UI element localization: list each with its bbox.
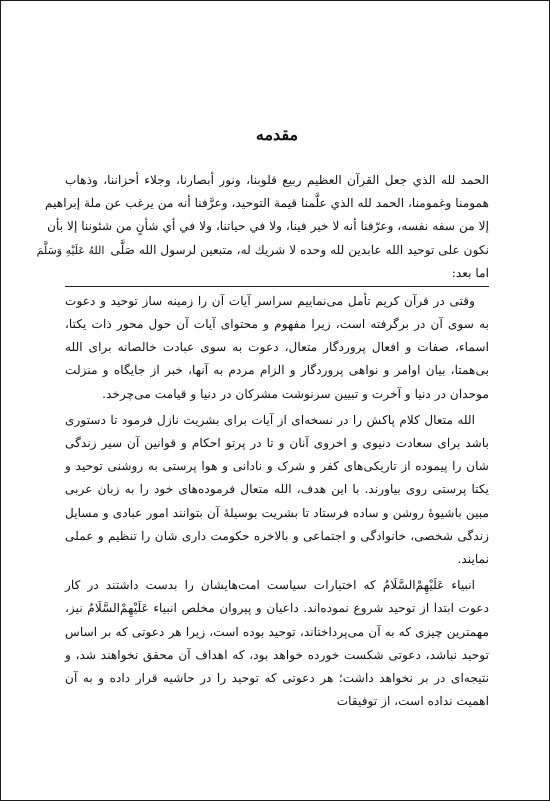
opening-line-2: همومنا وغمومنا، الحمد لله الذي علَّمنا قيمة التوحيد، وعرَّفنا أنه من يرغب عن ملة إبراهيم [45,196,489,211]
paragraph-3: انبیاء عَلَيْهِمْ‌السَّلَامُ که اختیارات سیاست امت‌هایشان را بدست داشتند در کار دعوت ابتدا از توحید شروع نموده‌اند. داعیان و پیروان مخلص انبیاء عَلَيْهِمْ‌السَّلَامُ نیز، مهمترین چیزی که به آن می‌پرداختاند، توحید بوده است، زیرا هر دعوتی که بر اساس توحید نباشد، دعوتی شکست خورده خواهد بود، که اهداف آن محقق نخواهند شد، و نتیجه‌ای در بر نخواهد داشت؛ هر دعوتی که توحید را در حاشیه قرار داده و به آن اهمیت نداده است، از توفیقات [65,578,489,709]
paragraph-2: الله متعال کلام پاکش را در نسخه‌ای از آیات برای بشریت نازل فرمود تا دستوری باشد برای سعادت دنیوی و اخروی آنان و تا در پرتو احکام و قوانین آن سیر زندگی شان را پیموده از تاریکی‌های کفر و شرک و نادانی و هوا پرستی به روشنی توحید و یکتا پرستی روی بیاورند. با این هدف، الله متعال فرموده‌های خود را به زبان عربی مبین باشیوهٔ روشن و ساده فرستاد تا بشریت بوسیلهٔ آن بتوانند امور عبادی و مسایل زندگی شخصی، خانوادگی و اجتماعی و بالاخره حکومت داری شان را تنظیم و عملی نمایند. [65,412,489,567]
arabic-opening-paragraph [36,169,489,262]
paragraph-1: وقتی در قرآن کریم تأمل می‌نماییم سراسر آیات آن را زمینه ساز توحید و دعوت به سوی آن در برگرفته است، زیرا مفهوم و محتوای آیات آن حول محور ذات یکتا، اسماء، صفات و افعال پروردگار متعال، دعوت به سوی عبادت خالصانه برای الله بی‌همتا، بیان اوامر و نواهی پروردگار و الزام مردم به آنها، خبر از جایگاه و منزلت موحدان در دنیا و آخرت و تبیین سرنوشت مشرکان در دنیا و قیامت می‌چرخد. [65,293,489,401]
page-title: مقدمه [255,125,299,144]
opening-line-4-text: نكون على توحيد الله عابدين لله وحده لا شريك له، متبعين لرسول الله صَلَّى [110,242,489,257]
divider-line [65,286,489,287]
opening-line-3: إلا من سفه نفسه، وعرّفنا أنه لا خير فينا، ولا في حياتنا، ولا في أي شأنٍ من شئوننا إلا بأن [47,219,489,234]
page-content [36,123,489,713]
salawat-honorific: اللهُ عَلَيْهِ وَسَلَّمَ [36,243,105,257]
opening-line-1: الحمد لله الذي جعل القرآن العظيم ربيع قلوبنا، ونور أبصارنا، وجلاء أحزاننا، وذهاب [65,173,489,187]
amma-bad-label: اما بعد: [451,265,489,280]
opening-line-4 [36,239,489,262]
